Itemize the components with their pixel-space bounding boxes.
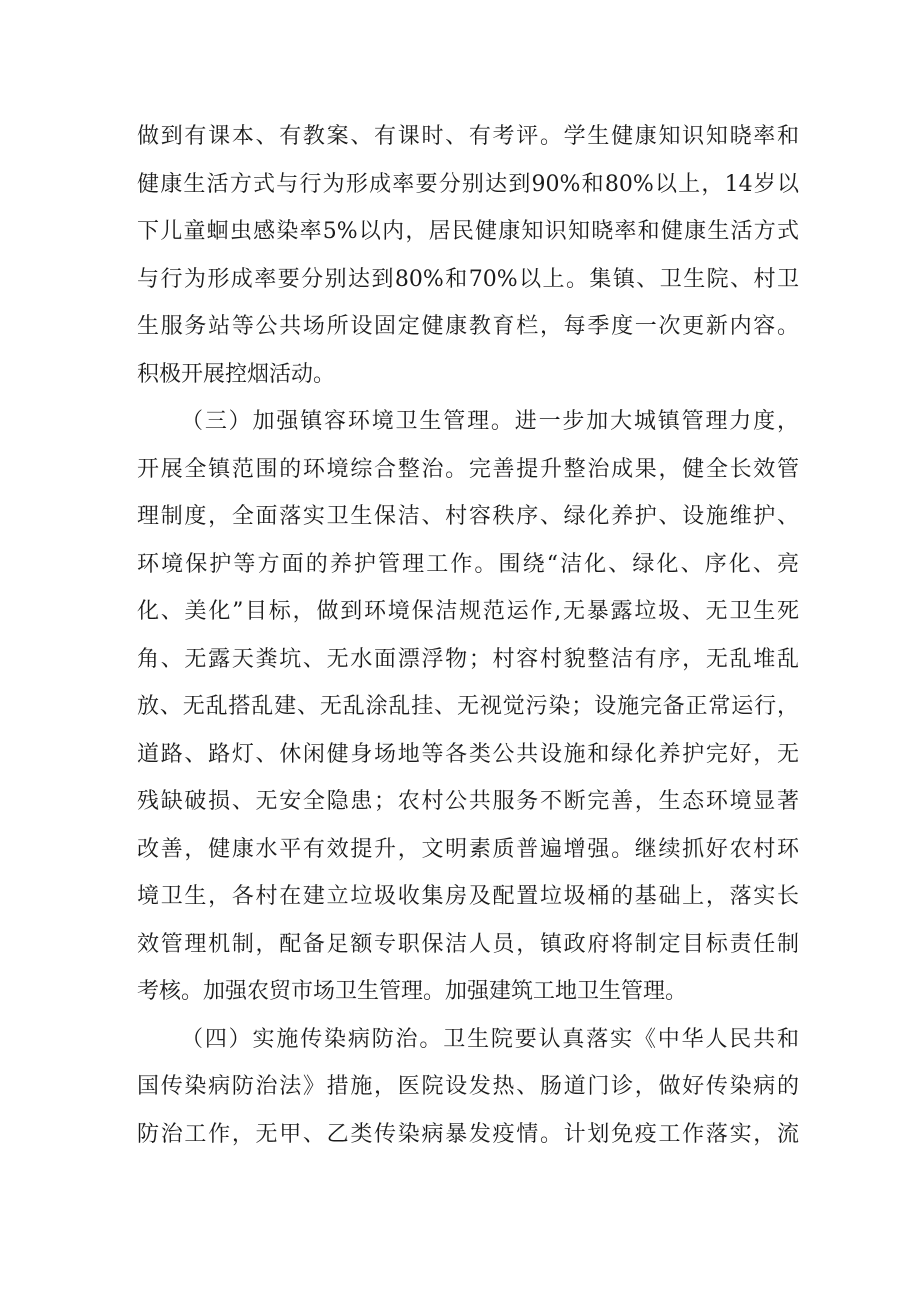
text-line: 境卫生，各村在建立垃圾收集房及配置垃圾桶的基础上，落实长: [137, 884, 799, 909]
paragraph-health-education: [137, 113, 799, 398]
text-line: 与行为形成率要分别达到80%和70%以上。集镇、卫生院、村卫: [137, 266, 799, 292]
text-line: 下儿童蛔虫感染率5%以内，居民健康知识知晓率和健康生活方式: [137, 219, 799, 244]
section-heading-line: （三）加强镇容环境卫生管理。进一步加大城镇管理力度，: [181, 409, 799, 434]
text-line: 防治工作，无甲、乙类传染病暴发疫情。计划免疫工作落实，流: [137, 1121, 799, 1147]
text-line: 道路、路灯、休闲健身场地等各类公共设施和绿化养护完好，无: [137, 741, 799, 767]
paragraph-section-3: [137, 398, 799, 1016]
text-line: 积极开展控烟活动。: [137, 361, 336, 387]
paragraph-section-4: [137, 1016, 799, 1159]
text-line: 化、美化”目标，做到环境保洁规范运作,无暴露垃圾、无卫生死: [137, 599, 799, 624]
text-line: 环境保护等方面的养护管理工作。围绕“洁化、绿化、序化、亮: [137, 551, 799, 577]
text-line: 改善，健康水平有效提升，文明素质普遍增强。继续抓好农村环: [137, 836, 799, 862]
section-heading-line: （四）实施传染病防治。卫生院要认真落实《中华人民共和: [181, 1026, 799, 1052]
text-line: 残缺破损、无安全隐患；农村公共服务不断完善，生态环境显著: [137, 789, 799, 814]
text-line: 角、无露天粪坑、无水面漂浮物；村容村貌整洁有序，无乱堆乱: [137, 646, 799, 672]
text-line: 考核。加强农贸市场卫生管理。加强建筑工地卫生管理。: [137, 979, 688, 1004]
text-line: 放、无乱搭乱建、无乱涂乱挂、无视觉污染；设施完备正常运行，: [137, 694, 799, 719]
text-line: 开展全镇范围的环境综合整治。完善提升整治成果，健全长效管: [137, 456, 799, 482]
text-line: 健康生活方式与行为形成率要分别达到90%和80%以上，14岁以: [137, 171, 799, 197]
text-line: 做到有课本、有教案、有课时、有考评。学生健康知识知晓率和: [137, 124, 799, 149]
text-line: 国传染病防治法》措施，医院设发热、肠道门诊，做好传染病的: [137, 1074, 799, 1099]
text-line: 理制度，全面落实卫生保洁、村容秩序、绿化养护、设施维护、: [137, 504, 799, 529]
document-body: [137, 113, 799, 1158]
text-line: 效管理机制，配备足额专职保洁人员，镇政府将制定目标责任制: [137, 931, 799, 957]
text-line: 生服务站等公共场所设固定健康教育栏，每季度一次更新内容。: [137, 314, 799, 339]
